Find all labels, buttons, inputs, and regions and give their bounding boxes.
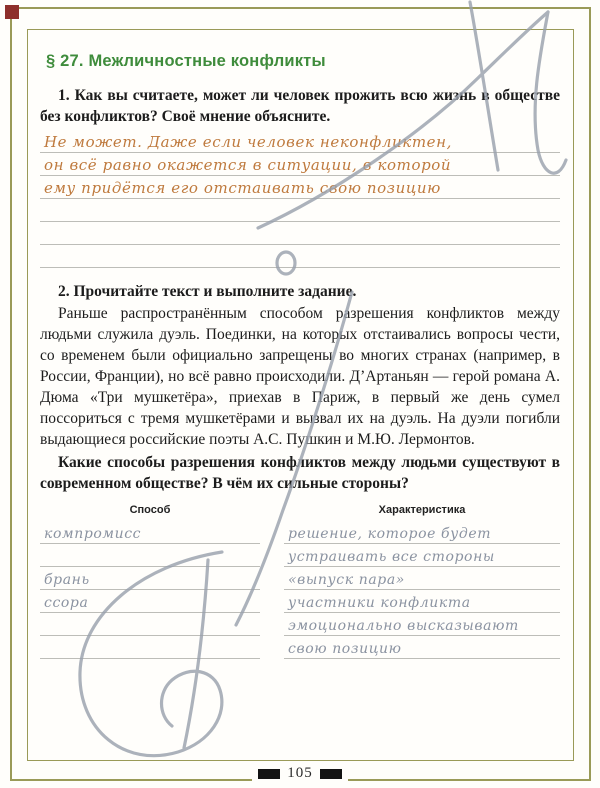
handwritten-table-entry: свою позицию	[288, 641, 402, 657]
corner-red-marker	[5, 5, 19, 19]
ruled-line	[40, 245, 560, 268]
page-footer	[0, 765, 600, 782]
ruled-line	[40, 567, 260, 590]
question1-prompt: 1. Как вы считаете, может ли человек прожить всю жизнь в обществе без конфликтов? Своё мнение объясните.	[40, 87, 560, 125]
page-number-block	[252, 765, 348, 782]
handwritten-table-entry: эмоционально высказывают	[288, 618, 519, 634]
question2-passage: Раньше распространённым способом разрешения конфликтов между людьми служила дуэль. Поединки, на которых отстаивались вопросы чести, со временем были официально запрещены во многих странах (например, в России, Франции), но всё равно происходили. Д’Артаньян — герой романа А. Дюма «Три мушкетёра», приехав в Париж, в первый же день сумел поссориться с тремя мушкетёрами и вызвал их на дуэль. На дуэли погибли выдающиеся российские поэты А.С. Пушкин и М.Ю. Лермонтов.	[40, 305, 560, 448]
ruled-line	[284, 636, 560, 659]
ruled-line	[40, 222, 560, 245]
table-column-characteristic	[284, 504, 560, 659]
handwritten-table-entry: брань	[44, 572, 90, 588]
ruled-line	[284, 521, 560, 544]
table-column-method	[40, 504, 260, 659]
ruled-line	[40, 590, 260, 613]
page-number: 105	[287, 765, 313, 781]
column-header-method: Способ	[129, 504, 171, 516]
handwritten-answer-line: ему придётся его отстаивать свою позицию	[44, 179, 441, 197]
ruled-line	[40, 544, 260, 567]
ruled-line	[284, 544, 560, 567]
handwritten-table-entry: компромисс	[44, 526, 142, 542]
ruled-line	[40, 130, 560, 153]
handwritten-table-entry: ссора	[44, 595, 89, 611]
ruled-line	[284, 590, 560, 613]
ruled-line	[40, 153, 560, 176]
ruled-line	[40, 636, 260, 659]
ruled-line	[40, 199, 560, 222]
answers-table	[40, 504, 560, 659]
column-header-characteristic: Характеристика	[378, 504, 466, 516]
question1-answer-area	[40, 130, 560, 268]
handwritten-table-entry: решение, которое будет	[288, 526, 492, 542]
ruled-line	[40, 613, 260, 636]
page-content	[40, 46, 560, 659]
footer-bar-left	[258, 769, 280, 779]
section-heading: § 27. Межличностные конфликты	[46, 52, 326, 70]
handwritten-table-entry: устраивать все стороны	[288, 549, 495, 565]
ruled-line	[40, 176, 560, 199]
ruled-line	[284, 567, 560, 590]
question2-section	[40, 281, 560, 494]
handwritten-table-entry: участники конфликта	[288, 595, 471, 611]
question2-followup: Какие способы разрешения конфликтов между людьми существуют в современном обществе? В чём их сильные стороны?	[40, 454, 560, 492]
handwritten-table-entry: «выпуск пара»	[288, 572, 405, 588]
ruled-line	[40, 521, 260, 544]
handwritten-answer-line: он всё равно окажется в ситуации, в которой	[44, 156, 452, 174]
handwritten-answer-line: Не может. Даже если человек неконфликтен,	[44, 133, 452, 151]
question2-prompt: 2. Прочитайте текст и выполните задание.	[58, 283, 357, 300]
footer-bar-right	[320, 769, 342, 779]
ruled-line	[284, 613, 560, 636]
